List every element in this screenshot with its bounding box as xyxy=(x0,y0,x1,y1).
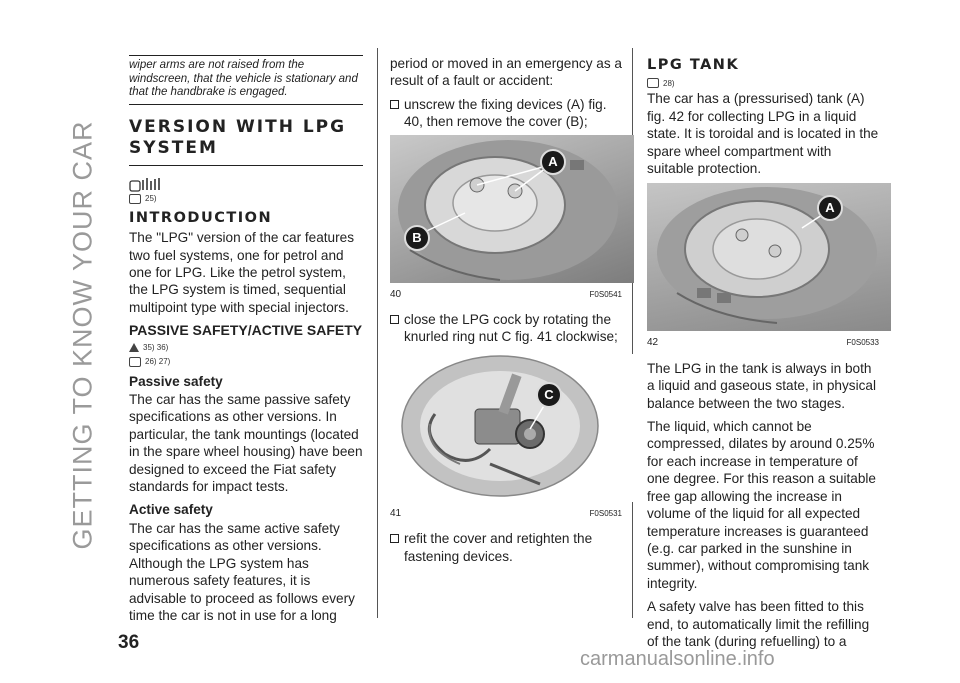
figure-40-illustration xyxy=(390,135,634,283)
procedure-step xyxy=(390,311,622,346)
warning-references xyxy=(129,192,363,206)
procedure-step-text: close the LPG cock by rotating the knurled ring nut C fig. 41 clockwise; xyxy=(404,312,618,345)
safety-heading: PASSIVE SAFETY/ACTIVE SAFETY xyxy=(129,322,363,339)
figure-41-illustration xyxy=(390,354,634,502)
section-title-line-2: SYSTEM xyxy=(129,137,218,158)
column-1 xyxy=(129,55,363,630)
figure-40 xyxy=(390,135,634,283)
figure-code: F0S0531 xyxy=(589,508,622,518)
label-a-badge: A xyxy=(540,149,566,175)
section-title xyxy=(129,117,363,166)
lpg-fuel-icon xyxy=(129,176,363,192)
figure-code: F0S0541 xyxy=(589,289,622,299)
lpg-tank-text: The car has a (pressurised) tank (A) fig. 42 for collecting LPG in a liquid state. It is toroidal and is located in the spare wheel compartment with suitable protection. xyxy=(647,91,879,177)
figure-41 xyxy=(390,354,634,502)
figure-42-caption xyxy=(647,334,879,351)
figure-41-caption xyxy=(390,505,622,522)
column-divider xyxy=(632,48,633,618)
passive-safety-text: The car has the same passive safety specifications as other versions. In particular, the tank mountings (located in the spare wheel housing) have been designed to exceed the Fiat safety standards for impact tests. xyxy=(129,392,363,495)
hand-icon xyxy=(129,357,141,367)
footer-watermark: carmanualsonline.info xyxy=(580,648,775,670)
caution-references xyxy=(129,355,363,369)
procedure-step-text: refit the cover and retighten the fastening devices. xyxy=(404,531,593,564)
active-safety-text: The car has the same active safety specifications as other versions. Although the LPG system has numerous safety features, it is advisable to proceed as follows every time the car is not in use for a long xyxy=(129,520,355,623)
figure-40-caption xyxy=(390,286,622,303)
label-a-badge: A xyxy=(817,195,843,221)
figure-code: F0S0533 xyxy=(846,338,879,348)
reference-numbers: 28) xyxy=(663,78,675,88)
column-divider xyxy=(377,48,378,618)
introduction-text: The "LPG" version of the car features two fuel systems, one for petrol and one for LPG. Like the petrol system, the LPG system is timed, sequential multipoint type with special injectors. xyxy=(129,230,354,315)
procedure-step xyxy=(390,96,622,131)
reference-numbers: 35) 36) xyxy=(143,342,169,352)
side-chapter-title xyxy=(63,55,103,615)
checkbox-bullet-icon xyxy=(390,534,399,543)
label-c-badge: C xyxy=(536,382,562,408)
lpg-tank-text: A safety valve has been fitted to this end, to automatically limit the refilling of the tank (during refuelling) to a xyxy=(647,599,870,649)
warning-note: wiper arms are not raised from the windscreen, that the vehicle is stationary and that the handbrake is engaged. xyxy=(129,55,363,105)
lpg-tank-heading: LPG TANK xyxy=(647,57,740,73)
warning-triangle-icon xyxy=(129,343,139,352)
procedure-step-text: unscrew the fixing devices (A) fig. 40, then remove the cover (B); xyxy=(404,96,607,130)
active-safety-heading: Active safety xyxy=(129,502,213,518)
figure-number: 41 xyxy=(390,507,402,519)
section-title-line-1: VERSION WITH LPG xyxy=(129,116,347,137)
lpg-tank-text: The LPG in the tank is always in both a liquid and gaseous state, in physical balance between the two stages. xyxy=(647,360,876,411)
label-b-badge: B xyxy=(404,225,430,251)
side-chapter-title-text: GETTING TO KNOW YOUR CAR xyxy=(67,120,98,550)
procedure-step xyxy=(390,530,622,565)
column-2 xyxy=(390,55,622,565)
introduction-heading: INTRODUCTION xyxy=(129,209,273,226)
figure-number: 42 xyxy=(647,337,659,349)
checkbox-bullet-icon xyxy=(390,315,399,324)
checkbox-bullet-icon xyxy=(390,100,399,109)
figure-42-illustration xyxy=(647,183,891,331)
reference-numbers: 26) 27) xyxy=(145,356,171,366)
caution-references xyxy=(647,76,879,90)
lpg-tank-text: The liquid, which cannot be compressed, dilates by around 0.25% for each increase in temperature of one degree. For this reason a suitable free gap allowing the increase in volume of the liquid for all expected temperature increases is guaranteed (e.g. car parked in the sunshine in summer), without compromising tank integrity. xyxy=(647,419,876,591)
figure-42 xyxy=(647,183,891,331)
column-3 xyxy=(647,55,879,656)
figure-number: 40 xyxy=(390,288,402,300)
hand-icon xyxy=(647,78,659,88)
page-number: 36 xyxy=(118,632,140,653)
reference-numbers: 25) xyxy=(145,194,157,204)
passive-safety-heading: Passive safety xyxy=(129,373,223,389)
hand-icon xyxy=(129,194,141,204)
procedure-intro: period or moved in an emergency as a result of a fault or accident: xyxy=(390,56,622,89)
